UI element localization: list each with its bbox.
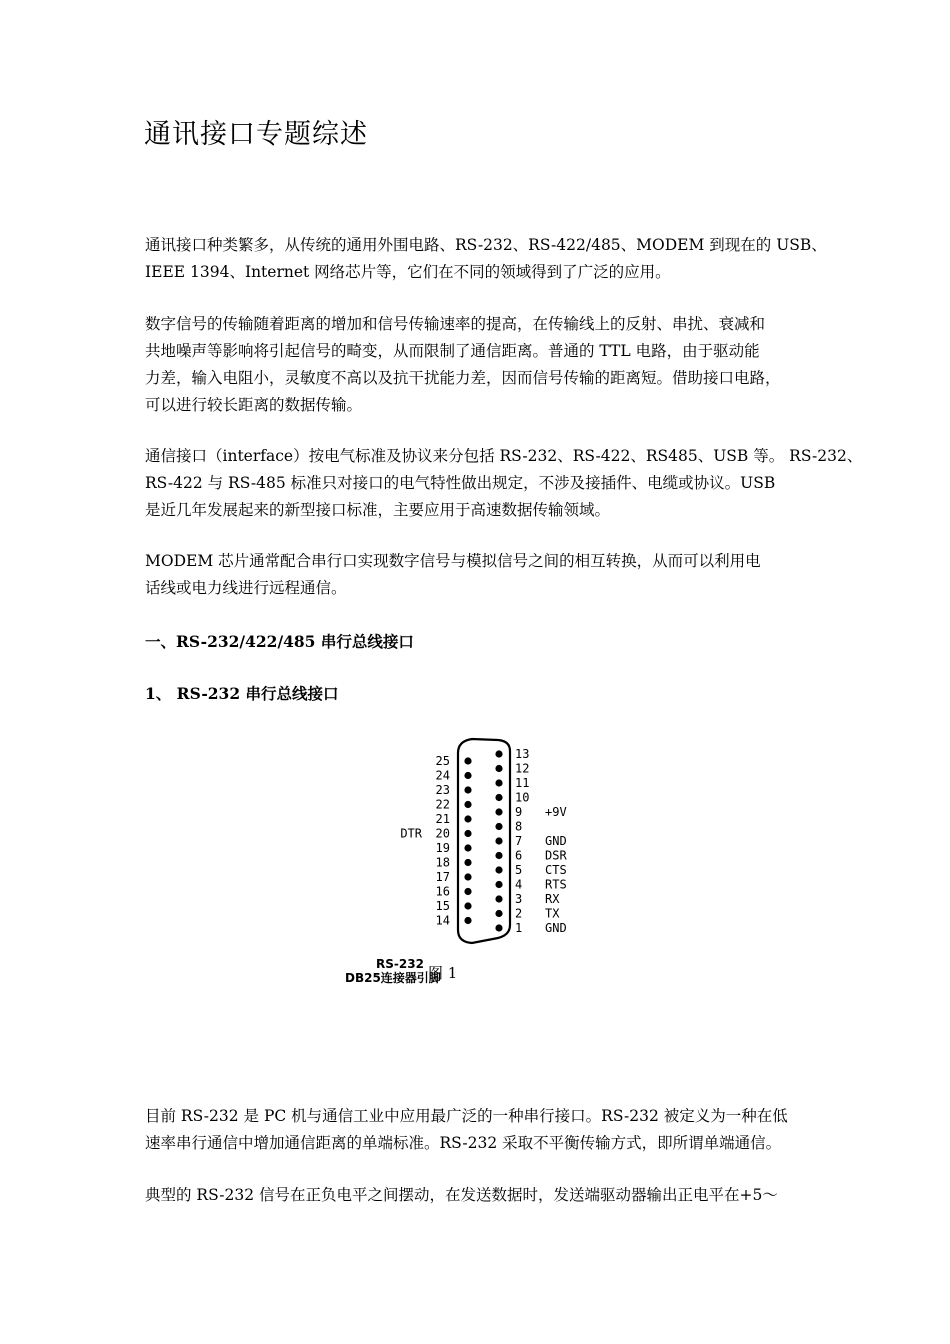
text-line: 典型的 RS-232 信号在正负电平之间摆动，在发送数据时，发送端驱动器输出正电平在+5～ <box>145 1186 778 1204</box>
pin-dot-9 <box>495 808 502 815</box>
document-title: 通讯接口专题综述 <box>144 119 368 150</box>
pin-number-23: 23 <box>435 783 450 797</box>
pin-number-25: 25 <box>435 754 450 768</box>
paragraph-1 <box>145 232 827 286</box>
signal-label-pin-6: DSR <box>545 848 567 863</box>
pin-number-6: 6 <box>515 848 523 863</box>
paragraph-2 <box>145 311 811 419</box>
pin-number-9: 9 <box>515 805 523 819</box>
pin-dot-24 <box>464 772 471 779</box>
paragraph-3 <box>145 443 863 524</box>
pin-number-16: 16 <box>435 884 450 899</box>
pin-dot-5 <box>495 866 502 873</box>
pin-dot-2 <box>495 910 502 917</box>
text-line: 通讯接口种类繁多，从传统的通用外围电路、RS-232、RS-422/485、MODEM 到现在的 USB、 <box>145 236 827 254</box>
pin-dot-6 <box>495 852 502 859</box>
pin-dot-14 <box>464 917 471 924</box>
text-line: RS-422 与 RS-485 标准只对接口的电气特性做出规定，不涉及接插件、电缆或协议。USB <box>145 474 776 492</box>
pin-dot-1 <box>495 924 502 931</box>
pin-dot-16 <box>464 888 471 895</box>
text-line: 力差，输入电阻小，灵敏度不高以及抗干扰能力差，因而信号传输的距离短。借助接口电路， <box>145 369 781 387</box>
pin-dot-22 <box>464 801 471 808</box>
figure-label: 图 1 <box>428 964 458 982</box>
text-line: IEEE 1394、Internet 网络芯片等，它们在不同的领域得到了广泛的应用。 <box>145 263 671 281</box>
pin-number-3: 3 <box>515 892 523 906</box>
pin-number-18: 18 <box>435 855 450 870</box>
caption-line-1: RS-232 <box>376 958 424 971</box>
paragraph-5 <box>145 1103 811 1157</box>
pin-dot-18 <box>464 859 471 866</box>
pin-number-15: 15 <box>435 899 450 913</box>
section-heading: 一、RS-232/422/485 串行总线接口 <box>145 632 414 651</box>
pin-dot-21 <box>464 815 471 822</box>
pin-dot-19 <box>464 844 471 851</box>
pin-dot-4 <box>495 881 502 888</box>
pin-number-21: 21 <box>435 812 450 826</box>
pin-number-4: 4 <box>515 877 523 892</box>
pin-number-12: 12 <box>515 761 530 776</box>
pin-number-20: 20 <box>435 826 450 841</box>
pin-number-10: 10 <box>515 790 530 805</box>
pin-number-24: 24 <box>435 768 450 783</box>
subsection-heading: 1、 RS-232 串行总线接口 <box>145 684 339 703</box>
signal-label-pin-4: RTS <box>545 877 567 892</box>
pin-dot-23 <box>464 786 471 793</box>
pin-dot-10 <box>495 794 502 801</box>
pin-dot-20 <box>464 830 471 837</box>
pin-number-1: 1 <box>515 921 523 935</box>
signal-label-pin-3: RX <box>545 892 560 906</box>
text-line: MODEM 芯片通常配合串行口实现数字信号与模拟信号之间的相互转换，从而可以利用电 <box>145 552 761 570</box>
pin-dot-12 <box>495 765 502 772</box>
signal-label-pin-2: TX <box>545 906 560 921</box>
pin-number-19: 19 <box>435 841 450 855</box>
pin-number-11: 11 <box>515 776 530 790</box>
figure-caption-svg <box>340 958 580 988</box>
caption-line-2: DB25连接器引脚 <box>345 971 441 985</box>
signal-label-pin-9: +9V <box>545 805 567 819</box>
db25-pinout-figure <box>340 735 580 990</box>
pin-number-8: 8 <box>515 819 523 834</box>
signal-label-dtr: DTR <box>400 826 422 841</box>
pin-number-7: 7 <box>515 834 523 848</box>
pin-number-17: 17 <box>435 870 450 884</box>
paragraph-4 <box>145 548 811 602</box>
paragraph-6 <box>145 1182 811 1209</box>
signal-label-pin-1: GND <box>545 921 567 935</box>
db25-connector-diagram <box>340 735 580 960</box>
text-line: 速率串行通信中增加通信距离的单端标准。RS-232 采取不平衡传输方式，即所谓单端通信。 <box>145 1134 782 1152</box>
signal-label-pin-5: CTS <box>545 863 567 877</box>
signal-label-pin-7: GND <box>545 834 567 848</box>
pin-number-2: 2 <box>515 906 523 921</box>
pin-number-22: 22 <box>435 797 450 812</box>
pin-dot-3 <box>495 895 502 902</box>
pin-dot-25 <box>464 757 471 764</box>
text-line: 可以进行较长距离的数据传输。 <box>145 396 363 414</box>
pin-number-13: 13 <box>515 747 530 761</box>
text-line: 共地噪声等影响将引起信号的畸变，从而限制了通信距离。普通的 TTL 电路，由于驱动能 <box>145 342 760 360</box>
text-line: 通信接口（interface）按电气标准及协议来分包括 RS-232、RS-422、RS485、USB 等。 RS-232、 <box>145 447 863 465</box>
text-line: 目前 RS-232 是 PC 机与通信工业中应用最广泛的一种串行接口。RS-232 被定义为一种在低 <box>145 1107 788 1125</box>
pin-number-5: 5 <box>515 863 523 877</box>
pin-dot-13 <box>495 750 502 757</box>
pin-dot-8 <box>495 823 502 830</box>
text-line: 数字信号的传输随着距离的增加和信号传输速率的提高，在传输线上的反射、串扰、衰减和 <box>145 315 766 333</box>
text-line: 话线或电力线进行远程通信。 <box>145 579 347 597</box>
text-line: 是近几年发展起来的新型接口标准，主要应用于高速数据传输领域。 <box>145 501 611 519</box>
pin-dot-11 <box>495 779 502 786</box>
pin-dot-7 <box>495 837 502 844</box>
pin-number-14: 14 <box>435 913 450 928</box>
pin-dot-15 <box>464 902 471 909</box>
pin-dot-17 <box>464 873 471 880</box>
